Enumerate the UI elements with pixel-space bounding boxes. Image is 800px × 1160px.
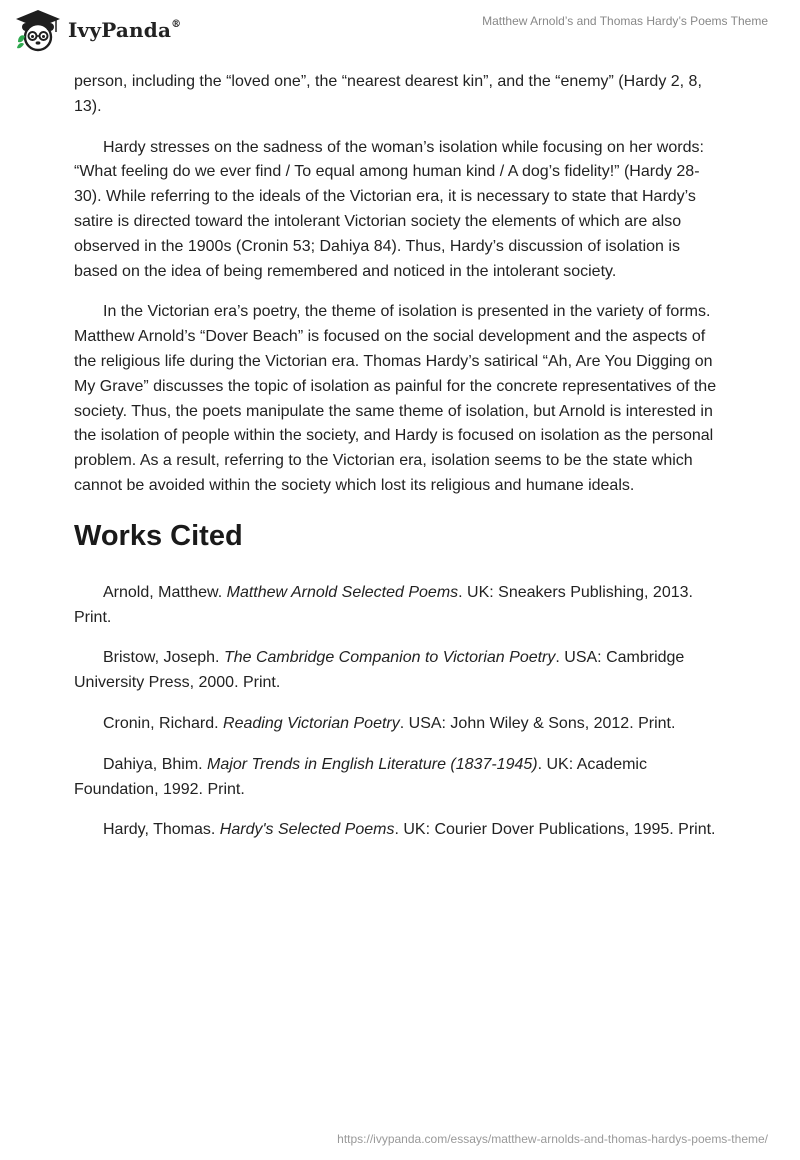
page-header xyxy=(0,0,800,64)
citation-entry: Bristow, Joseph. The Cambridge Companion to Victorian Poetry. USA: Cambridge University Press, 2000. Print. xyxy=(74,649,685,692)
logo-wordmark: IvyPanda® xyxy=(68,18,182,42)
paragraph-hardy-isolation: Hardy stresses on the sadness of the woman’s isolation while focusing on her words: “What feeling do we ever find / To equal among human kind / A dog’s fidelity!” (Hardy 28-30). While referring to the ideals of the Victorian era, it is necessary to state that Hardy’s satire is directed toward the intolerant Victorian society the elements of which are also observed in the 1900s (Cronin 53; Dahiya 84). Thus, Hardy’s discussion of isolation is based on the idea of being remembered and noticed in the intolerant society. xyxy=(74,138,704,280)
citation-entry: Cronin, Richard. Reading Victorian Poetry. USA: John Wiley & Sons, 2012. Print. xyxy=(103,714,676,732)
ivypanda-logo[interactable] xyxy=(14,8,181,52)
citation-entry: Hardy, Thomas. Hardy's Selected Poems. UK: Courier Dover Publications, 1995. Print. xyxy=(103,821,716,839)
works-cited-heading: Works Cited xyxy=(74,519,243,552)
paragraph-continuation: person, including the “loved one”, the “nearest dearest kin”, and the “enemy” (Hardy 2, 8, 13). xyxy=(74,73,702,115)
citation-entry: Arnold, Matthew. Matthew Arnold Selected Poems. UK: Sneakers Publishing, 2013. Print. xyxy=(74,583,693,626)
paragraph-conclusion: In the Victorian era’s poetry, the theme of isolation is presented in the variety of forms. Matthew Arnold’s “Dover Beach” is focused on the social development and the aspects of the religious life during the Victorian era. Thomas Hardy’s satirical “Ah, Are You Digging on My Grave” discusses the topic of isolation as painful for the concrete representatives of the society. Thus, the poets manipulate the same theme of isolation, but Arnold is interested in the isolation of people within the society, and Hardy is focused on isolation as the personal problem. As a result, referring to the Victorian era, isolation seems to be the state which cannot be avoided within the society which lost its religious and humane ideals. xyxy=(74,303,717,494)
panda-graduation-cap-icon xyxy=(14,8,62,52)
essay-content xyxy=(74,70,726,859)
citation-entry: Dahiya, Bhim. Major Trends in English Literature (1837-1945). UK: Academic Foundation, 1992. Print. xyxy=(74,755,647,798)
document-title: Matthew Arnold’s and Thomas Hardy’s Poems Theme xyxy=(482,14,768,28)
source-url[interactable]: https://ivypanda.com/essays/matthew-arnolds-and-thomas-hardys-poems-theme/ xyxy=(337,1132,768,1146)
